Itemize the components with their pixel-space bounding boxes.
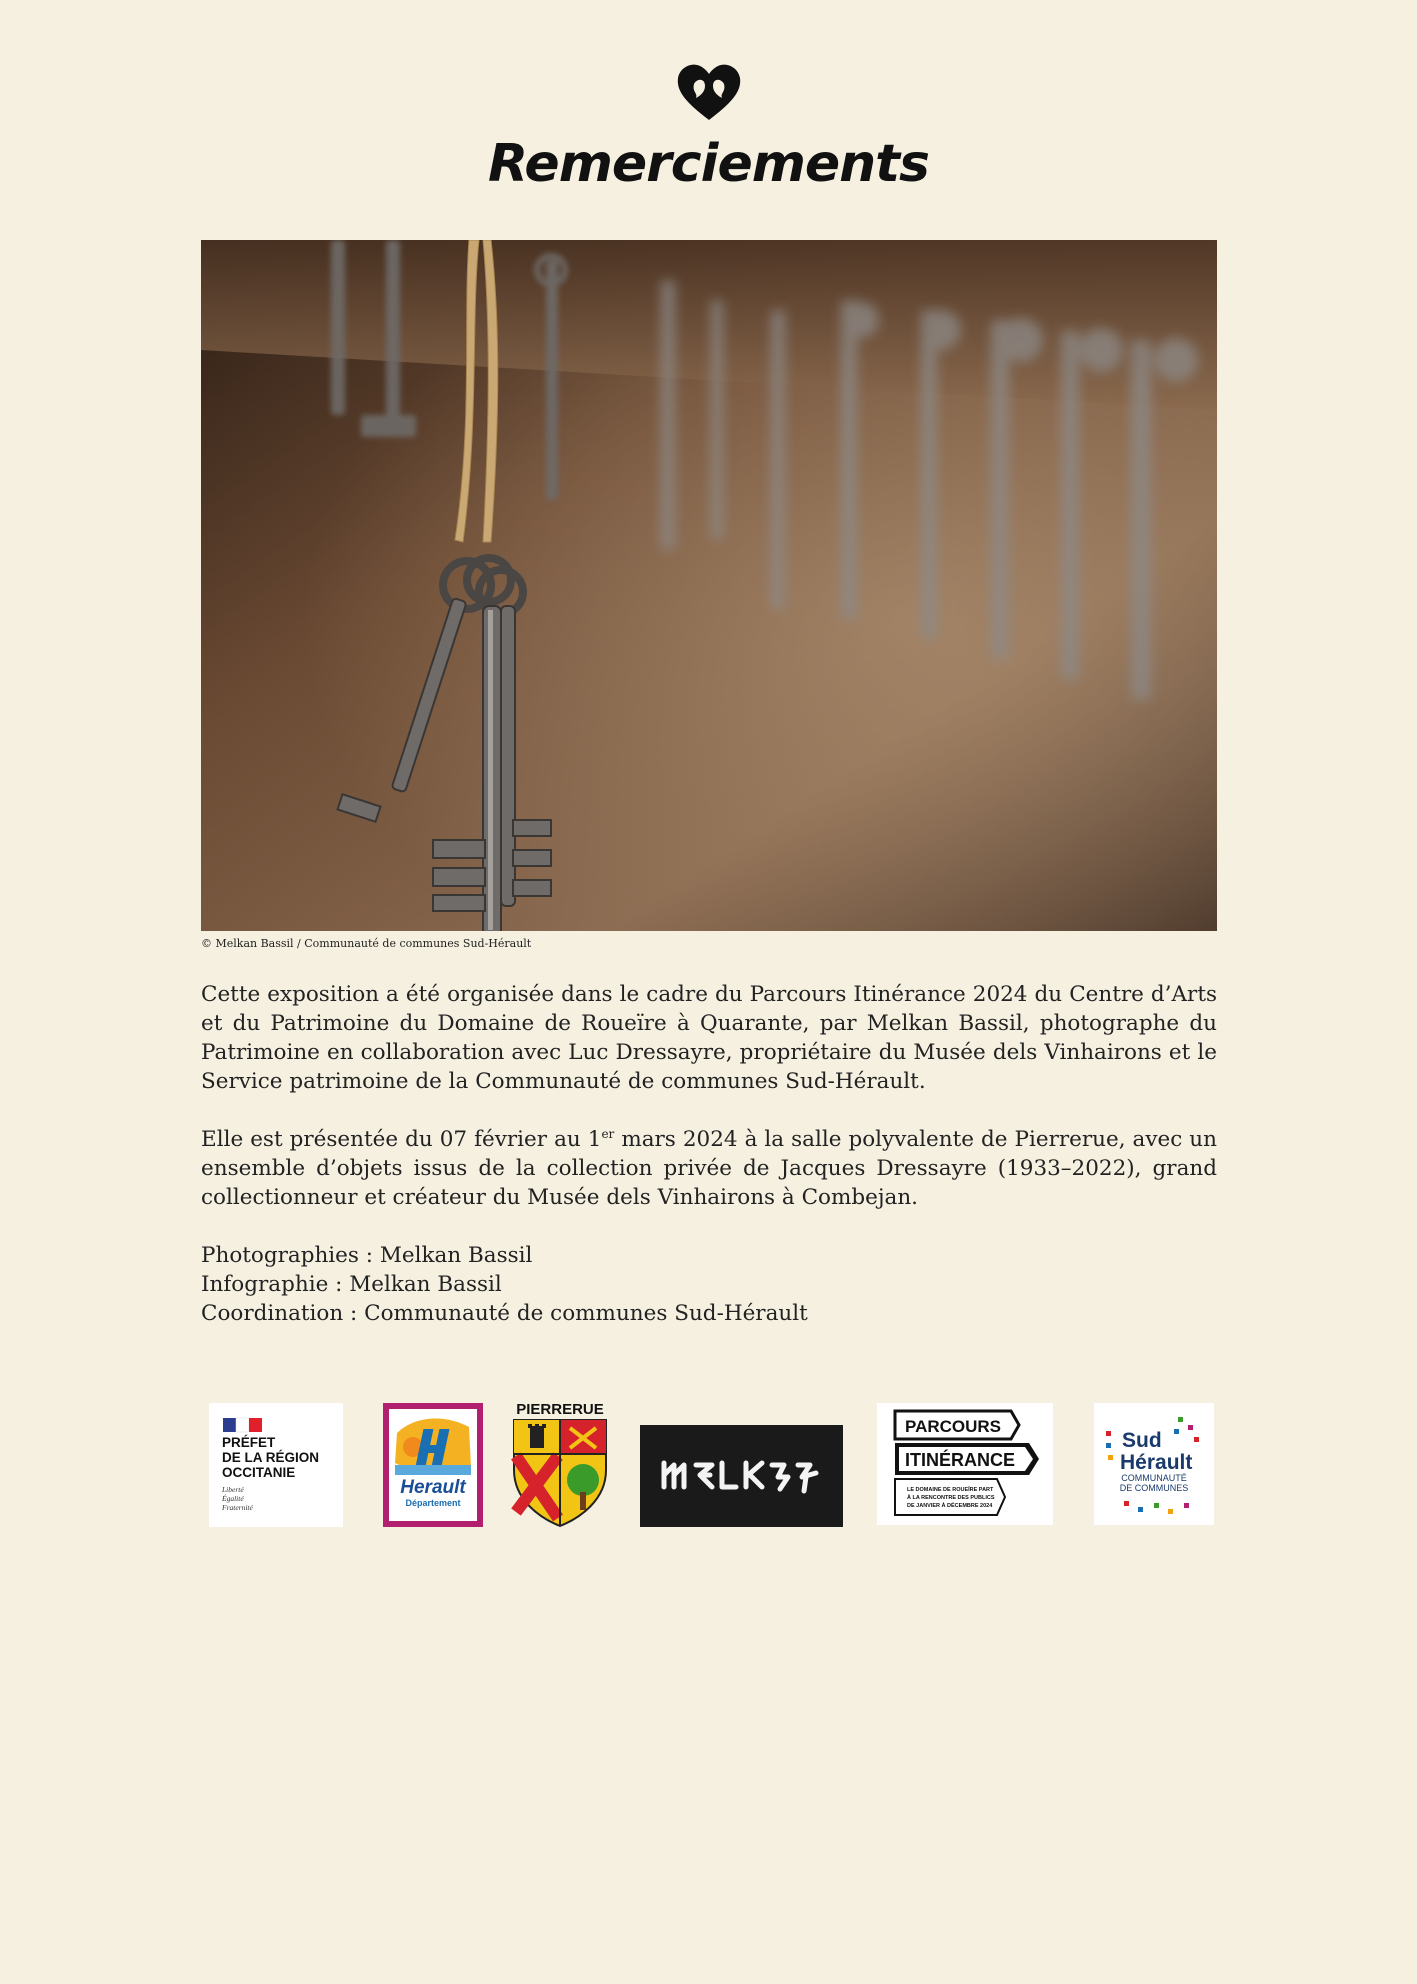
prefet-line2: DE LA RÉGION [222,1450,320,1465]
pierrerue-name: PIERRERUE [516,1401,604,1418]
parcours-itinerance-logo [877,1403,1053,1525]
parcours-small2: À LA RENCONTRE DES PUBLICS [907,1495,995,1501]
pierrerue-coat-of-arms-icon [510,1400,610,1530]
paragraph-presentation [201,1125,1217,1212]
page-title: Remerciements [487,134,929,194]
prefet-occitanie-logo [209,1403,343,1527]
keys-photo [201,240,1217,931]
sud-herault-line1: Sud [1122,1429,1162,1452]
marianne-flag-icon [209,1403,343,1527]
parcours-small1: LE DOMAINE DE ROUEÏRE PART [907,1487,994,1493]
herault-name: Herault [400,1477,466,1498]
heart-with-faces-icon [674,62,744,124]
credit-photographies: Photographies : Melkan Bassil [201,1243,533,1268]
melkan-signature-icon [640,1425,843,1527]
melkan-logo [640,1425,843,1527]
acknowledgement-text [201,980,1217,1328]
sud-herault-line2: Hérault [1120,1451,1193,1474]
prefet-motto1: Liberté [222,1485,244,1494]
pierrerue-logo [510,1400,610,1530]
sud-herault-logo [1094,1403,1214,1525]
partner-logos [0,1400,1417,1530]
sud-herault-pixels-icon [1094,1403,1214,1525]
photo-credit: © Melkan Bassil / Communauté de communes Sud-Hérault [201,937,532,950]
signpost-arrows-icon [877,1403,1053,1525]
prefet-motto3: Fraternité [222,1503,253,1512]
parcours-line2: ITINÉRANCE [905,1450,1016,1470]
credits-list [201,1241,1217,1328]
ordinal-superscript: er [601,1126,615,1141]
paragraph-organisation: Cette exposition a été organisée dans le cadre du Parcours Itinérance 2024 du Centre d’Arts et du Patrimoine du Domaine de Roueïre à Quarante, par Melkan Bassil, photographe du Patrimoine en collaboration avec Luc Dressayre, propriétaire du Musée dels Vinhairons et le Service patrimoine de la Communauté de communes Sud-Hérault. [201,982,1217,1094]
prefet-line3: OCCITANIE [222,1465,296,1480]
page-header [0,62,1417,194]
herault-sub: Département [405,1498,461,1508]
sud-herault-line3: COMMUNAUTÉ [1121,1473,1187,1483]
hanging-keys-photo [201,240,1217,931]
credit-coordination: Coordination : Communauté de communes Sud-Hérault [201,1301,808,1326]
herault-departement-logo [383,1403,483,1527]
herault-emblem-icon [383,1403,483,1527]
parcours-small3: DE JANVIER À DÉCEMBRE 2024 [907,1503,993,1509]
paragraph-presentation-end: mars 2024 à la salle polyvalente de Pierrerue, avec un ensemble d’objets issus de la collection privée de Jacques Dressayre (1933–2022), grand collectionneur et créateur du Musée dels Vinhairons à Combejan. [201,1127,1217,1210]
credit-infographie: Infographie : Melkan Bassil [201,1272,502,1297]
sud-herault-line4: DE COMMUNES [1119,1483,1189,1493]
prefet-line1: PRÉFET [222,1435,276,1450]
prefet-motto2: Égalité [222,1494,244,1503]
parcours-line1: PARCOURS [905,1417,1002,1436]
paragraph-presentation-start: Elle est présentée du 07 février au 1 [201,1127,602,1152]
